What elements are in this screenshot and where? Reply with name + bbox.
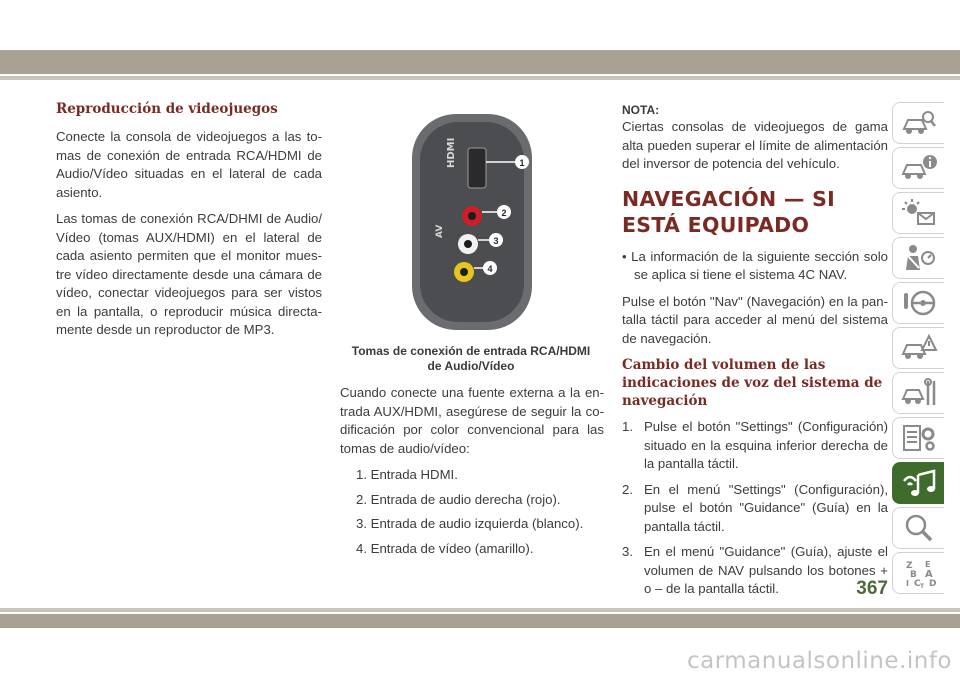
section-heading-videogames: Reproducción de videojuegos [56,101,278,117]
multimedia-icon [900,467,938,499]
paragraph: Cuando conecte una fuente externa a la en-trada AUX/HDMI, asegúrese de seguir la co-dificación por color convencional para las tomas de audio/vídeo: [340,385,604,456]
svg-text:I: I [905,579,909,588]
svg-text:D: D [928,579,936,589]
header-rule [0,76,960,80]
svg-text:A: A [924,569,933,580]
list-item: 2. En el menú "Settings" (Configuración), pulse el botón "Guidance" (Guía) en la pantalla táctil. [622,481,888,534]
svg-text:4: 4 [487,264,493,274]
car-info-icon [900,152,938,184]
tab-car-magnifier[interactable] [892,102,944,144]
warning-lights-icon [900,197,938,229]
top-margin [0,0,960,50]
footer-rule [0,608,960,612]
car-tools-icon [900,377,938,409]
seatbelt-person-icon [900,242,938,274]
svg-text:B: B [909,570,917,580]
magnifier-icon [900,512,938,544]
tab-multimedia[interactable] [892,462,944,504]
svg-text:T: T [919,583,924,589]
svg-text:2: 2 [501,208,507,218]
section-title-navigation: NAVEGACIÓN — SI ESTÁ EQUIPADO [622,186,836,237]
bullet-item: • La información de la siguiente sección solo se aplica si tiene el sistema 4C NAV. [622,248,888,282]
car-warning-icon [900,332,938,364]
column-3 [622,102,888,606]
list-item: 4. Entrada de vídeo (amarillo). [356,540,534,556]
svg-text:Z: Z [905,561,913,571]
tab-car-tools[interactable] [892,372,944,414]
note-text: Ciertas consolas de videojuegos de gama alta pueden superar el límite de alimentación del inversor de potencia del vehículo. [622,119,888,171]
tab-car-warning[interactable] [892,327,944,369]
list-item: 2. Entrada de audio derecha (rojo). [356,491,561,507]
tab-car-info[interactable] [892,147,944,189]
paragraph: Conecte la consola de videojuegos a las to-mas de conexión de entrada RCA/HDMI de Audio/Vídeo situadas en el lateral de cada asiento. [56,129,322,200]
header-band [0,50,960,74]
figure-caption: Tomas de conexión de entrada RCA/HDMI de Audio/Vídeo [351,344,591,373]
chapter-tabs [892,102,944,597]
watermark: carmanualsonline.info [686,648,952,674]
column-2 [340,384,604,564]
list-item: 3. En el menú "Guidance" (Guía), ajuste el volumen de NAV pulsando los botones + o – de la pantalla táctil. [622,544,888,596]
tab-index[interactable] [892,552,944,594]
svg-text:E: E [924,560,930,569]
av-label: AV [435,224,445,238]
hdmi-port [468,148,486,188]
list-item: 3. Entrada de audio izquierda (blanco). [356,516,584,531]
svg-text:3: 3 [493,236,499,246]
car-magnifier-icon [900,107,938,139]
steering-wheel-icon [900,287,938,319]
svg-text:1: 1 [519,158,525,168]
paragraph: Las tomas de conexión RCA/DHMI de Audio/ Vídeo (tomas AUX/HDMI) en el lateral de cada asiento permiten que el monitor mues-tre vídeo directamente desde una cámara de vídeo, conectar videojuegos para ser vistos en la pantalla, o reproducir música directa-mente desde un reproductor de MP3. [56,211,322,337]
list-item: 1. Pulse el botón "Settings" (Configuración) situado en la esquina inferior derecha de la pantalla táctil. [622,419,888,471]
tab-seatbelt[interactable] [892,237,944,279]
hdmi-label: HDMI [446,137,457,168]
list-item: 1. Entrada HDMI. [356,467,458,482]
av-jacks-illustration [402,108,542,336]
svg-text:C: C [913,579,921,589]
tab-checklist[interactable] [892,417,944,459]
tab-search[interactable] [892,507,944,549]
footer-band [0,614,960,628]
input-list [340,466,604,558]
page-number: 367 [856,578,888,599]
tab-warning-lights[interactable] [892,192,944,234]
note-title: NOTA: [622,103,660,117]
paragraph: Pulse el botón "Nav" (Navegación) en la pan-talla táctil para acceder al menú del sistema de navegación. [622,293,888,346]
av-jacks-figure [402,108,542,336]
subheading-voice-volume: Cambio del volumen de las indicaciones de voz del sistema de navegación [622,357,883,409]
tab-steering-wheel[interactable] [892,282,944,324]
column-1 [56,100,322,348]
index-letters-icon [900,557,938,589]
checklist-gear-icon [900,422,938,454]
steps-list [622,418,888,599]
